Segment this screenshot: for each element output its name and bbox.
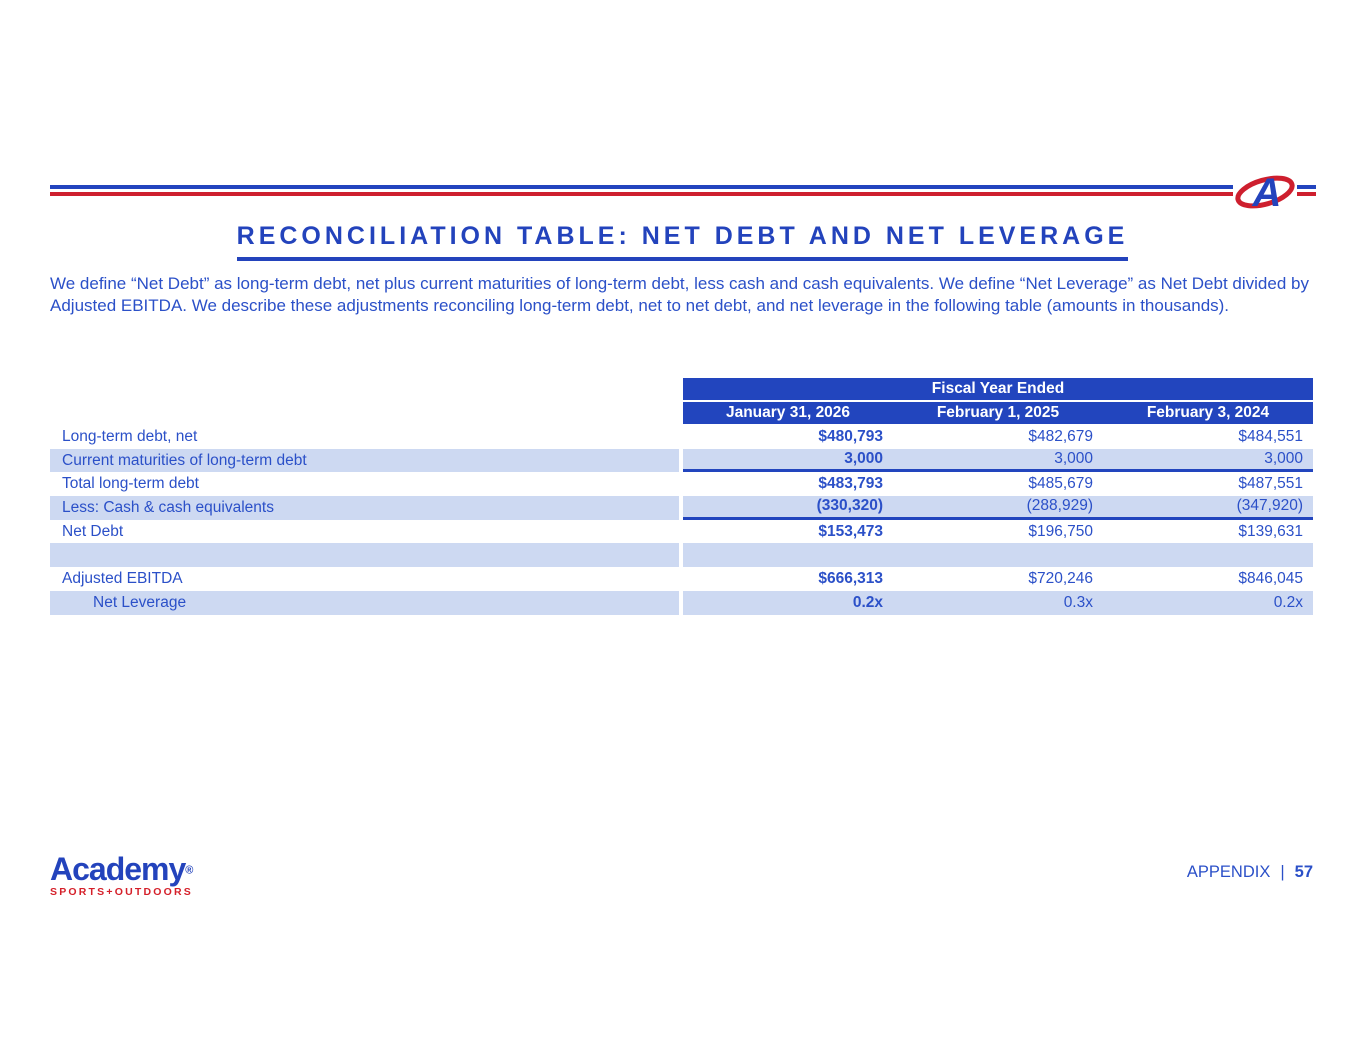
column-header: February 3, 2024 [1146, 404, 1270, 421]
row-value: $485,679 [1028, 475, 1093, 493]
row-label [50, 543, 679, 567]
table-row [50, 567, 1313, 591]
table-row [50, 449, 1313, 473]
brand-tagline: SPORTS+OUTDOORS [50, 886, 193, 898]
row-value: $666,313 [818, 569, 883, 587]
page-title: RECONCILIATION TABLE: NET DEBT AND NET LEVERAGE [237, 222, 1129, 261]
row-label: Current maturities of long-term debt [50, 449, 679, 473]
table-body [50, 425, 1313, 615]
row-label: Net Debt [62, 522, 124, 540]
row-value: 3,000 [1054, 450, 1093, 468]
row-label: Adjusted EBITDA [62, 569, 183, 587]
table-row [50, 472, 1313, 496]
intro-paragraph: We define “Net Debt” as long-term debt, net plus current maturities of long-term debt, less cash and cash equivalents. We define “Net Leverage” as Net Debt divided by Adjusted EBITDA. We describe these adjustments reconciling long-term debt, net to net debt, and net leverage in the following table (amounts in thousands). [50, 274, 1309, 315]
row-value: (288,929) [1026, 497, 1093, 515]
row-value: 0.3x [1063, 593, 1093, 611]
row-value: $153,473 [818, 522, 883, 540]
top-rule-blue [50, 185, 1316, 189]
academy-a-glyph [1234, 166, 1296, 216]
row-value: $480,793 [818, 427, 883, 445]
row-value: 0.2x [1273, 593, 1303, 611]
table-header-dates [683, 402, 1313, 424]
table-header [683, 378, 1313, 424]
separator: | [1280, 863, 1285, 881]
appendix-label: APPENDIX [1186, 863, 1271, 881]
row-value: 3,000 [844, 450, 883, 468]
footer-page-ref [1187, 863, 1313, 882]
svg-text:A: A [1252, 171, 1282, 215]
row-value: $482,679 [1028, 427, 1093, 445]
academy-logo [50, 853, 193, 898]
reconciliation-table [50, 378, 1313, 615]
row-label: Less: Cash & cash equivalents [50, 496, 679, 520]
table-row [50, 496, 1313, 520]
table-header-spanner: Fiscal Year Ended [683, 378, 1313, 400]
table-row [50, 425, 1313, 449]
academy-a-icon [1233, 164, 1297, 218]
table-row [50, 591, 1313, 615]
row-value: 3,000 [1264, 450, 1303, 468]
row-value: $196,750 [1028, 522, 1093, 540]
row-value: $484,551 [1238, 427, 1303, 445]
row-value: $846,045 [1238, 569, 1303, 587]
row-value: 0.2x [852, 593, 883, 611]
row-label: Total long-term debt [62, 475, 199, 493]
row-value: $483,793 [818, 475, 883, 493]
brand-name: Academy [50, 851, 186, 887]
column-header: January 31, 2026 [725, 404, 851, 421]
row-label: Long-term debt, net [62, 427, 198, 445]
registered-mark-icon: ® [185, 864, 194, 877]
row-value: (347,920) [1236, 497, 1303, 515]
row-value: (330,320) [816, 497, 883, 515]
top-rule-red [50, 192, 1316, 196]
table-row [50, 520, 1313, 544]
row-value: $487,551 [1238, 475, 1303, 493]
column-header: February 1, 2025 [936, 404, 1060, 421]
title-wrap [0, 222, 1365, 261]
table-row-spacer [50, 543, 1313, 567]
row-value: $720,246 [1028, 569, 1093, 587]
row-label: Net Leverage [50, 591, 679, 615]
page-number: 57 [1294, 863, 1313, 881]
row-value: $139,631 [1238, 522, 1303, 540]
